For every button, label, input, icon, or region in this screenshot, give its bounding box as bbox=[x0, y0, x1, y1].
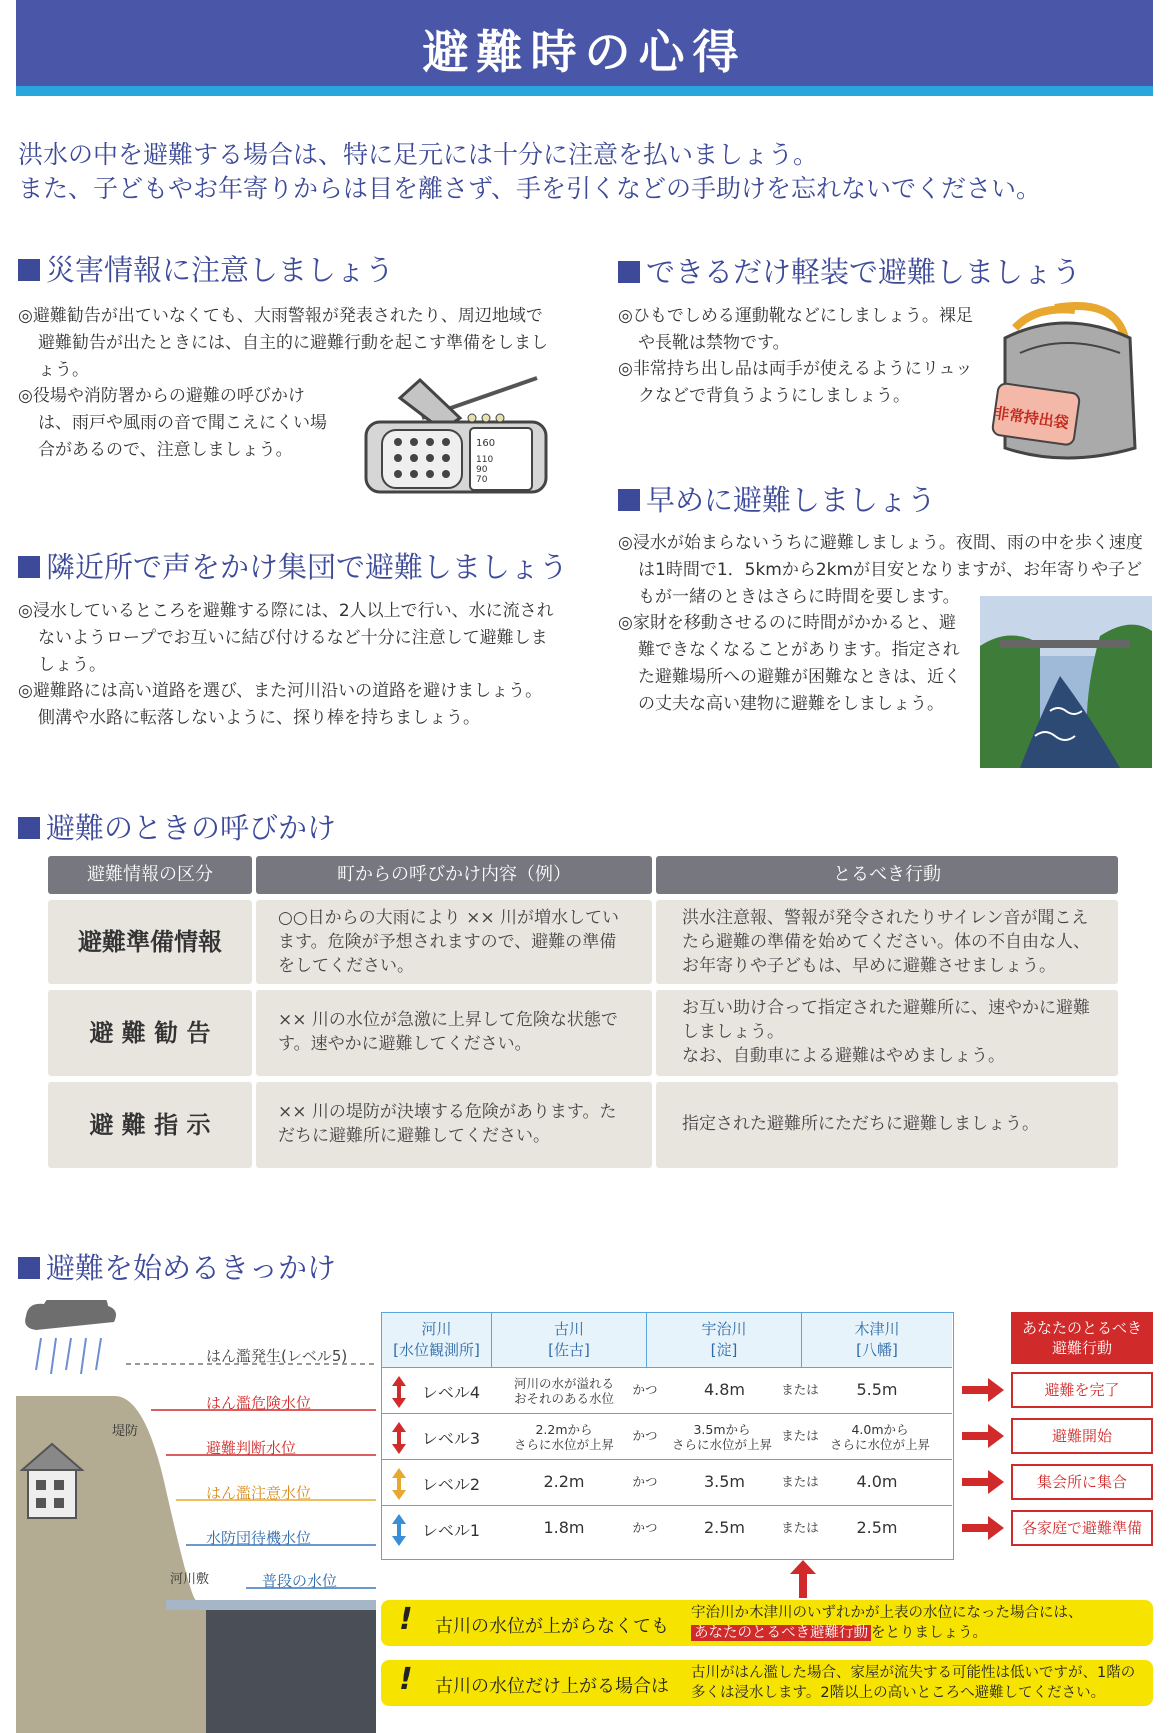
call-message-prep: ○○日からの大雨により ×× 川が増水しています。危険が予想されますので、避難の準備をしてください。 bbox=[256, 900, 652, 984]
note-furukawa-not-rising: ! 古川の水位が上がらなくても 宇治川か木津川のいずれかが上表の水位になった場合には、 あなたのとるべき避難行動 をとりましょう。 bbox=[381, 1600, 1153, 1646]
label-standby: 水防団待機水位 bbox=[206, 1529, 312, 1547]
action-level3: 避難開始 bbox=[1011, 1418, 1153, 1454]
early-item-2: ◎家財を移動させるのに時間がかかると、避難できなくなることがあります。指定された避難場所への避難が困難なときは、近くの丈夫な高い建物に避難をしましょう。 bbox=[618, 613, 961, 714]
col-header-river: 河川 [水位観測所] bbox=[382, 1313, 492, 1367]
bag-label: 非常持出袋 bbox=[993, 403, 1070, 433]
exclamation-icon: ! bbox=[399, 1602, 413, 1637]
call-header-message: 町からの呼びかけ内容（例） bbox=[256, 856, 652, 894]
heading-call: 避難のときの呼びかけ bbox=[18, 806, 336, 847]
call-category-order: 避 難 指 示 bbox=[48, 1082, 252, 1168]
call-header-action: とるべき行動 bbox=[656, 856, 1118, 894]
heading-neighbors: 隣近所で声をかけ集団で避難しましょう bbox=[18, 545, 568, 586]
label-caution: はん濫注意水位 bbox=[206, 1484, 312, 1502]
double-arrow-icon bbox=[392, 1376, 406, 1408]
label-riverbed: 河川敷 bbox=[170, 1572, 210, 1587]
page-title: 避難時の心得 bbox=[422, 25, 747, 79]
label-level5: はん濫発生(レベル5) bbox=[206, 1347, 348, 1365]
label-normal: 普段の水位 bbox=[262, 1572, 338, 1590]
neighbors-item-2: ◎避難路には高い道路を選び、また河川沿いの道路を避けましょう。側溝や水路に転落しないように、探り棒を持ちましょう。 bbox=[18, 681, 543, 728]
exclamation-icon: ! bbox=[399, 1662, 413, 1697]
double-arrow-icon bbox=[392, 1422, 406, 1454]
backpack-illustration bbox=[985, 298, 1145, 478]
neighbors-item-1: ◎浸水しているところを避難する際には、2人以上で行い、水に流されないようロープでお互いに結び付けるなど十分に注意して避難しましょう。 bbox=[18, 601, 554, 675]
label-judge: 避難判断水位 bbox=[206, 1439, 297, 1457]
light-item-1: ◎ひもでしめる運動靴などにしましょう。裸足や長靴は禁物です。 bbox=[618, 306, 973, 353]
label-danger: はん濫危険水位 bbox=[206, 1394, 312, 1412]
heading-disaster-info: 災害情報に注意しましょう bbox=[18, 248, 394, 289]
highlight-action: あなたのとるべき避難行動 bbox=[691, 1625, 871, 1641]
radio-freq-110: 110 bbox=[476, 455, 494, 465]
early-item-1: ◎浸水が始まらないうちに避難しましょう。夜間、雨の中を歩く速度は1時間で1．5kmから2kmが目安となりますが、お年寄りや子どもが一緒のときはさらに時間を要します。 bbox=[618, 533, 1143, 607]
radio-freq-160: 160 bbox=[476, 438, 496, 449]
radio-freq-70: 70 bbox=[476, 475, 488, 485]
table-row-level1: レベル1 1.8m かつ 2.5m または 2.5m bbox=[382, 1505, 952, 1552]
arrow-up-icon bbox=[790, 1560, 816, 1598]
call-action-prep: 洪水注意報、警報が発令されたりサイレン音が聞こえたら避難の準備を始めてください。体の不自由な人、お年寄りや子どもは、早めに避難させましょう。 bbox=[656, 900, 1118, 984]
heading-early: 早めに避難しましょう bbox=[618, 478, 936, 519]
call-message-advisory: ×× 川の水位が急激に上昇して危険な状態です。速やかに避難してください。 bbox=[256, 990, 652, 1076]
double-arrow-icon bbox=[392, 1514, 406, 1546]
action-level2: 集会所に集合 bbox=[1011, 1464, 1153, 1500]
heading-light: できるだけ軽装で避難しましょう bbox=[618, 250, 1081, 291]
call-header-category: 避難情報の区分 bbox=[48, 856, 252, 894]
table-row-level3: レベル3 2.2mから さらに水位が上昇 かつ 3.5mから さらに水位が上昇 または 4.0mから さらに水位が上昇 bbox=[382, 1413, 952, 1460]
table-row-level4: レベル4 河川の水が溢れる おそれのある水位 かつ 4.8m または 5.5m bbox=[382, 1367, 952, 1414]
river-illustration bbox=[980, 596, 1152, 768]
col-header-kizu: 木津川 [八幡] bbox=[802, 1313, 952, 1367]
radio-freq-90: 90 bbox=[476, 465, 488, 475]
call-message-order: ×× 川の堤防が決壊する危険があります。ただちに避難所に避難してください。 bbox=[256, 1082, 652, 1168]
action-level4: 避難を完了 bbox=[1011, 1372, 1153, 1408]
col-header-uji: 宇治川 [淀] bbox=[647, 1313, 802, 1367]
action-header: あなたのとるべき 避難行動 bbox=[1011, 1312, 1153, 1364]
light-item-2: ◎非常持ち出し品は両手が使えるようにリュックなどで背負うようにしましょう。 bbox=[618, 359, 973, 406]
heading-trigger: 避難を始めるきっかけ bbox=[18, 1246, 336, 1287]
water-level-table bbox=[381, 1312, 954, 1560]
double-arrow-icon bbox=[392, 1468, 406, 1500]
call-action-order: 指定された避難所にただちに避難しましょう。 bbox=[656, 1082, 1118, 1168]
title-bar bbox=[16, 0, 1153, 96]
intro-line-2: また、子どもやお年寄りからは目を離さず、手を引くなどの手助けを忘れないでください。 bbox=[18, 174, 1042, 203]
table-row-level2: レベル2 2.2m かつ 3.5m または 4.0m bbox=[382, 1459, 952, 1506]
col-header-furukawa: 古川 [佐古] bbox=[492, 1313, 647, 1367]
arrow-right-icons bbox=[960, 1372, 1006, 1552]
call-action-advisory: お互い助け合って指定された避難所に、速やかに避難しましょう。 なお、自動車による避難はやめましょう。 bbox=[656, 990, 1118, 1076]
disaster-info-item-2: ◎役場や消防署からの避難の呼びかけは、雨戸や風雨の音で聞こえにくい場合があるので、注意しましょう。 bbox=[18, 386, 327, 460]
call-category-advisory: 避 難 勧 告 bbox=[48, 990, 252, 1076]
action-level1: 各家庭で避難準備 bbox=[1011, 1510, 1153, 1546]
disaster-info-item-1: ◎避難勧告が出ていなくても、大雨警報が発表されたり、周辺地域で避難勧告が出たときには、自主的に避難行動を起こす準備をしましょう。 bbox=[18, 306, 548, 380]
radio-illustration bbox=[362, 370, 552, 500]
intro-line-1: 洪水の中を避難する場合は、特に足元には十分に注意を払いましょう。 bbox=[18, 140, 819, 169]
call-category-prep: 避難準備情報 bbox=[48, 900, 252, 984]
note-furukawa-only-rising: ! 古川の水位だけ上がる場合は 古川がはん濫した場合、家屋が流失する可能性は低いですが、1階の多くは浸水します。2階以上の高いところへ避難してください。 bbox=[381, 1660, 1153, 1706]
label-embankment: 堤防 bbox=[112, 1424, 139, 1439]
